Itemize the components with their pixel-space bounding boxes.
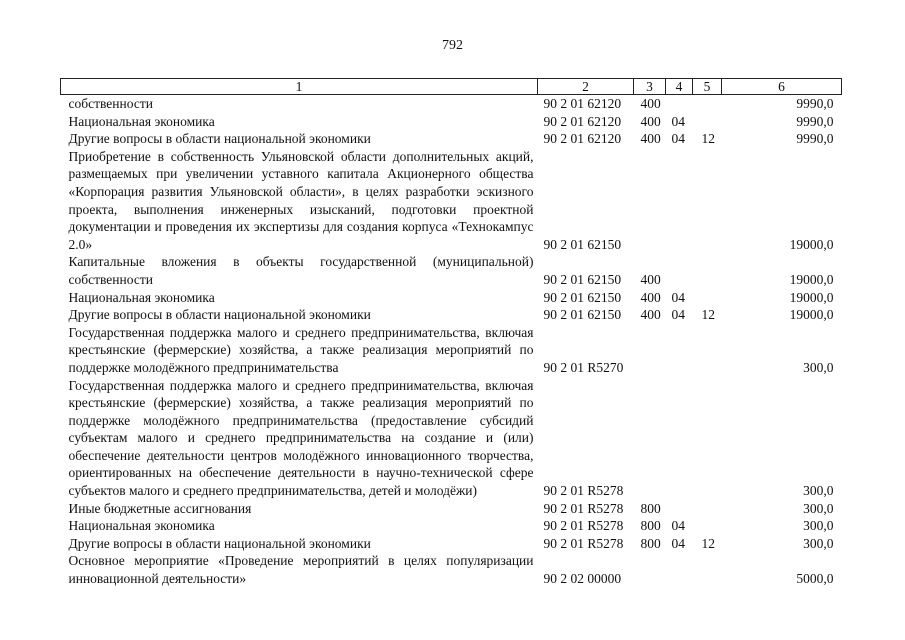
header-col-4: 4 bbox=[666, 79, 693, 95]
row-target-article: 90 2 01 62150 bbox=[543, 289, 622, 305]
row-section: 04 bbox=[671, 518, 685, 534]
row-name: Национальная экономика bbox=[68, 518, 215, 534]
row-expense-type: 400 bbox=[640, 131, 661, 147]
table-row bbox=[61, 95, 842, 113]
table-row bbox=[61, 306, 842, 324]
header-row bbox=[61, 79, 842, 95]
table-row bbox=[61, 148, 842, 254]
row-target-article: 90 2 01 R5278 bbox=[543, 535, 624, 551]
row-name: Другие вопросы в области национальной экономики bbox=[68, 535, 371, 551]
header-col-3: 3 bbox=[634, 79, 666, 95]
row-name: Национальная экономика bbox=[68, 289, 215, 305]
row-amount: 9990,0 bbox=[796, 131, 834, 147]
row-section: 04 bbox=[671, 307, 685, 323]
row-name: Иные бюджетные ассигнования bbox=[68, 500, 252, 516]
table-row bbox=[61, 552, 842, 587]
row-subsection bbox=[693, 95, 722, 113]
row-subsection bbox=[693, 113, 722, 131]
row-subsection: 12 bbox=[701, 307, 715, 323]
row-expense-type bbox=[634, 377, 666, 500]
row-name: Другие вопросы в области национальной экономики bbox=[68, 131, 371, 147]
row-subsection bbox=[693, 377, 722, 500]
row-section bbox=[666, 253, 693, 288]
row-section bbox=[666, 324, 693, 377]
row-expense-type bbox=[634, 148, 666, 254]
row-target-article: 90 2 01 R5278 bbox=[543, 518, 624, 534]
row-amount: 19000,0 bbox=[789, 236, 834, 252]
table-row bbox=[61, 377, 842, 500]
row-target-article: 90 2 01 62150 bbox=[543, 307, 622, 323]
row-name: Другие вопросы в области национальной экономики bbox=[68, 307, 371, 323]
row-subsection: 12 bbox=[701, 535, 715, 551]
row-amount: 5000,0 bbox=[796, 571, 834, 587]
header-col-5: 5 bbox=[693, 79, 722, 95]
row-amount: 9990,0 bbox=[796, 113, 834, 129]
header-col-1: 1 bbox=[61, 79, 538, 95]
row-expense-type: 400 bbox=[640, 113, 661, 129]
table-row bbox=[61, 500, 842, 518]
row-section: 04 bbox=[671, 535, 685, 551]
row-amount: 300,0 bbox=[803, 535, 834, 551]
row-target-article: 90 2 01 R5278 bbox=[543, 483, 624, 499]
row-name: Государственная поддержка малого и среднего предпринимательства, включая крестьянские (фермерские) хозяйства, а также реализация мероприятий по поддержке молодёжного предпринимательства (предоставление субсидий субъектам малого и среднего предпринимательства на создание и (или) обеспечение деятельности центров молодёжного инновационного творчества, ориентированных на обеспечение деятельности в научно-технической сфере субъектов малого и среднего предпринимательства, детей и молодёжи) bbox=[68, 377, 534, 499]
row-section bbox=[666, 500, 693, 518]
table-row bbox=[61, 517, 842, 535]
row-expense-type bbox=[634, 324, 666, 377]
row-target-article: 90 2 01 62120 bbox=[543, 131, 622, 147]
row-expense-type: 400 bbox=[640, 271, 661, 287]
row-section: 04 bbox=[671, 113, 685, 129]
row-subsection bbox=[693, 253, 722, 288]
row-amount: 300,0 bbox=[803, 359, 834, 375]
row-amount: 300,0 bbox=[803, 483, 834, 499]
row-amount: 19000,0 bbox=[789, 289, 834, 305]
header-col-2: 2 bbox=[538, 79, 634, 95]
budget-table bbox=[60, 78, 842, 588]
table-header bbox=[61, 79, 842, 95]
row-expense-type: 800 bbox=[640, 535, 661, 551]
table-row bbox=[61, 113, 842, 131]
row-section bbox=[666, 95, 693, 113]
row-expense-type: 400 bbox=[640, 307, 661, 323]
row-subsection bbox=[693, 289, 722, 307]
table-row bbox=[61, 289, 842, 307]
row-target-article: 90 2 01 62120 bbox=[543, 96, 622, 111]
row-target-article: 90 2 01 62150 bbox=[543, 271, 622, 287]
row-section: 04 bbox=[671, 289, 685, 305]
row-target-article: 90 2 01 62150 bbox=[543, 236, 622, 252]
row-target-article: 90 2 01 R5270 bbox=[543, 359, 624, 375]
row-name: Приобретение в собственность Ульяновской области дополнительных акций, размещаемых при увеличении уставного капитала Акционерного общества «Корпорация развития Ульяновской области», в целях разработки эскизного проекта, выполнения инженерных изысканий, подготовки проектной документации и проведения их экспертизы для создания корпуса «Технокампус 2.0» bbox=[68, 148, 534, 252]
row-subsection bbox=[693, 500, 722, 518]
row-name: Основное мероприятие «Проведение мероприятий в целях популяризации инновационной деятельности» bbox=[68, 553, 534, 587]
row-name: собственности bbox=[68, 96, 153, 111]
row-amount: 19000,0 bbox=[789, 271, 834, 287]
row-section bbox=[666, 148, 693, 254]
row-expense-type: 400 bbox=[640, 96, 661, 111]
row-target-article: 90 2 02 00000 bbox=[543, 571, 622, 587]
row-expense-type: 800 bbox=[640, 518, 661, 534]
row-target-article: 90 2 01 R5278 bbox=[543, 500, 624, 516]
row-section bbox=[666, 377, 693, 500]
header-col-6: 6 bbox=[722, 79, 842, 95]
row-subsection: 12 bbox=[701, 131, 715, 147]
row-name: Государственная поддержка малого и среднего предпринимательства, включая крестьянские (фермерские) хозяйства, а также реализация мероприятий по поддержке молодёжного предпринимательства bbox=[68, 324, 534, 375]
row-expense-type bbox=[634, 552, 666, 587]
row-name: Национальная экономика bbox=[68, 113, 215, 129]
row-subsection bbox=[693, 517, 722, 535]
table-row bbox=[61, 535, 842, 553]
row-section: 04 bbox=[671, 131, 685, 147]
row-subsection bbox=[693, 148, 722, 254]
row-amount: 19000,0 bbox=[789, 307, 834, 323]
row-amount: 9990,0 bbox=[796, 96, 834, 111]
table-row bbox=[61, 324, 842, 377]
row-amount: 300,0 bbox=[803, 500, 834, 516]
table-body bbox=[61, 95, 842, 588]
table-row bbox=[61, 130, 842, 148]
row-expense-type: 400 bbox=[640, 289, 661, 305]
row-target-article: 90 2 01 62120 bbox=[543, 113, 622, 129]
row-expense-type: 800 bbox=[640, 500, 661, 516]
row-subsection bbox=[693, 324, 722, 377]
page-number: 792 bbox=[442, 38, 463, 53]
table-row bbox=[61, 253, 842, 288]
row-name: Капитальные вложения в объекты государственной (муниципальной) собственности bbox=[68, 254, 534, 287]
row-subsection bbox=[693, 552, 722, 587]
row-amount: 300,0 bbox=[803, 518, 834, 534]
row-section bbox=[666, 552, 693, 587]
